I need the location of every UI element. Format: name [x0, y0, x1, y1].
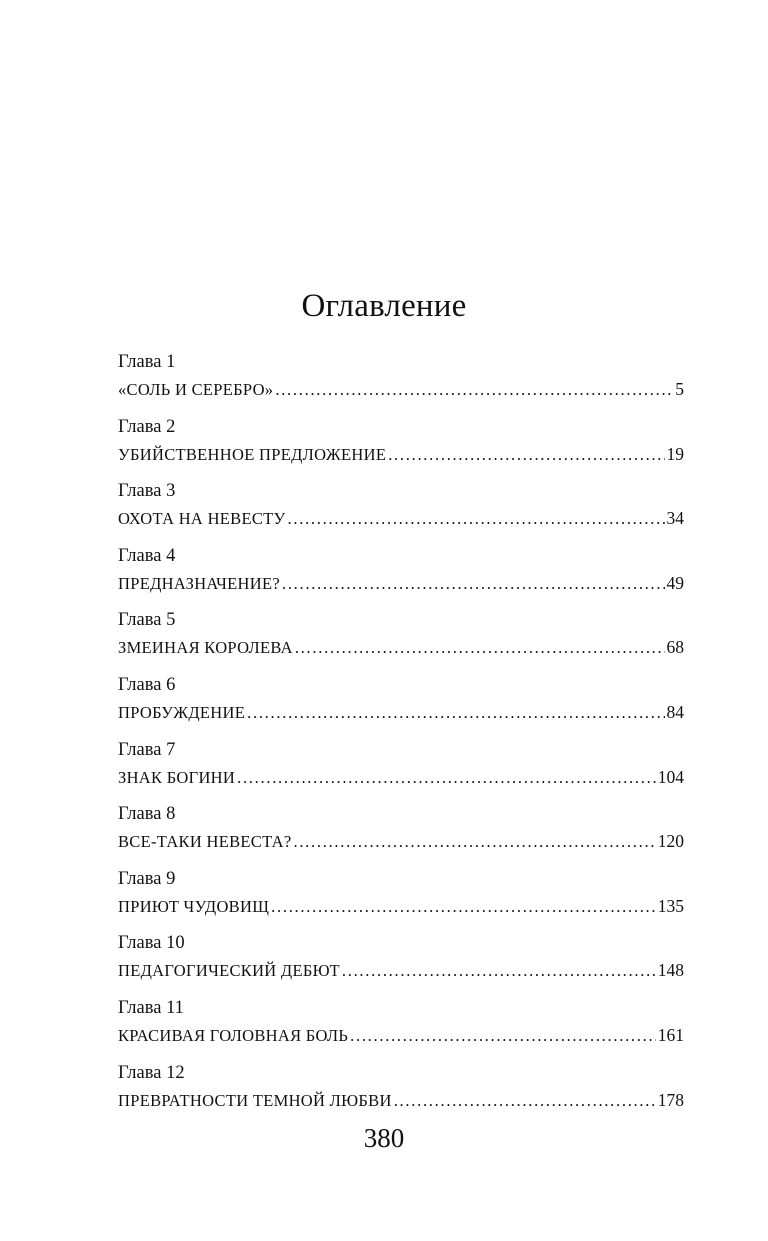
toc-entry — [118, 929, 684, 994]
toc-entry — [118, 800, 684, 865]
chapter-line — [118, 699, 684, 725]
chapter-line — [118, 1087, 684, 1113]
chapter-line — [118, 1022, 684, 1048]
dot-leader — [282, 571, 665, 596]
toc-entry — [118, 994, 684, 1059]
toc-entry — [118, 1059, 684, 1124]
dot-leader — [271, 894, 656, 919]
chapter-page-number: 104 — [657, 766, 684, 787]
toc-entry — [118, 606, 684, 671]
chapter-number: Глава 7 — [118, 739, 176, 760]
chapter-line — [118, 893, 684, 919]
chapter-title: ОХОТА НА НЕВЕСТУ — [118, 509, 286, 529]
chapter-page-number: 135 — [657, 895, 684, 916]
dot-leader — [394, 1088, 656, 1113]
chapter-number: Глава 10 — [118, 933, 185, 954]
toc-entry — [118, 413, 684, 478]
chapter-line — [118, 957, 684, 983]
chapter-title: ЗМЕИНАЯ КОРОЛЕВА — [118, 638, 293, 658]
page-title: Оглавление — [301, 288, 467, 324]
chapter-title: ЗНАК БОГИНИ — [118, 767, 236, 787]
chapter-title: ПЕДАГОГИЧЕСКИЙ ДЕБЮТ — [118, 961, 340, 981]
chapter-line — [118, 570, 684, 596]
dot-leader — [388, 442, 664, 467]
chapter-title: ПРИЮТ ЧУДОВИЩ — [118, 896, 270, 916]
chapter-page-number: 5 — [675, 379, 684, 399]
chapter-page-number: 68 — [666, 637, 684, 658]
chapter-line — [118, 828, 684, 854]
dot-leader — [293, 829, 655, 854]
chapter-page-number: 19 — [666, 443, 684, 464]
dot-leader — [288, 506, 665, 531]
chapter-title: ПРОБУЖДЕНИЕ — [118, 702, 246, 722]
chapter-number: Глава 11 — [118, 997, 184, 1018]
chapter-page-number: 148 — [657, 960, 684, 981]
toc-entry — [118, 348, 684, 413]
chapter-number: Глава 8 — [118, 804, 176, 825]
chapter-title: ПРЕВРАТНОСТИ ТЕМНОЙ ЛЮБВИ — [118, 1090, 392, 1110]
chapter-line — [118, 441, 684, 467]
chapter-line — [118, 634, 684, 660]
chapter-title: ПРЕДНАЗНАЧЕНИЕ? — [118, 573, 280, 593]
chapter-title: «СОЛЬ И СЕРЕБРО» — [118, 380, 274, 399]
toc-entry — [118, 542, 684, 607]
dot-leader — [237, 765, 656, 790]
dot-leader — [350, 1023, 656, 1048]
chapter-line — [118, 376, 684, 402]
dot-leader — [247, 700, 664, 725]
dot-leader — [342, 958, 656, 983]
chapter-page-number: 34 — [666, 508, 684, 529]
chapter-number: Глава 2 — [118, 416, 176, 437]
chapter-title: ВСЕ-ТАКИ НЕВЕСТА? — [118, 832, 292, 852]
table-of-contents — [118, 348, 684, 1123]
chapter-title: КРАСИВАЯ ГОЛОВНАЯ БОЛЬ — [118, 1025, 349, 1045]
page-number: 380 — [363, 1123, 405, 1153]
chapter-line — [118, 505, 684, 531]
dot-leader — [295, 635, 665, 660]
chapter-page-number: 49 — [666, 572, 684, 593]
dot-leader — [275, 377, 673, 402]
chapter-number: Глава 5 — [118, 610, 176, 631]
chapter-number: Глава 9 — [118, 868, 176, 889]
chapter-title: УБИЙСТВЕННОЕ ПРЕДЛОЖЕНИЕ — [118, 444, 387, 464]
toc-entry — [118, 865, 684, 930]
chapter-page-number: 178 — [657, 1089, 684, 1110]
toc-entry — [118, 736, 684, 801]
chapter-page-number: 84 — [666, 701, 684, 722]
chapter-number: Глава 12 — [118, 1062, 185, 1083]
chapter-page-number: 161 — [657, 1024, 684, 1045]
chapter-number: Глава 4 — [118, 545, 176, 566]
toc-entry — [118, 477, 684, 542]
chapter-number: Глава 6 — [118, 674, 176, 695]
chapter-page-number: 120 — [657, 831, 684, 852]
toc-entry — [118, 671, 684, 736]
chapter-number: Глава 1 — [118, 352, 176, 372]
chapter-number: Глава 3 — [118, 481, 176, 502]
chapter-line — [118, 764, 684, 790]
